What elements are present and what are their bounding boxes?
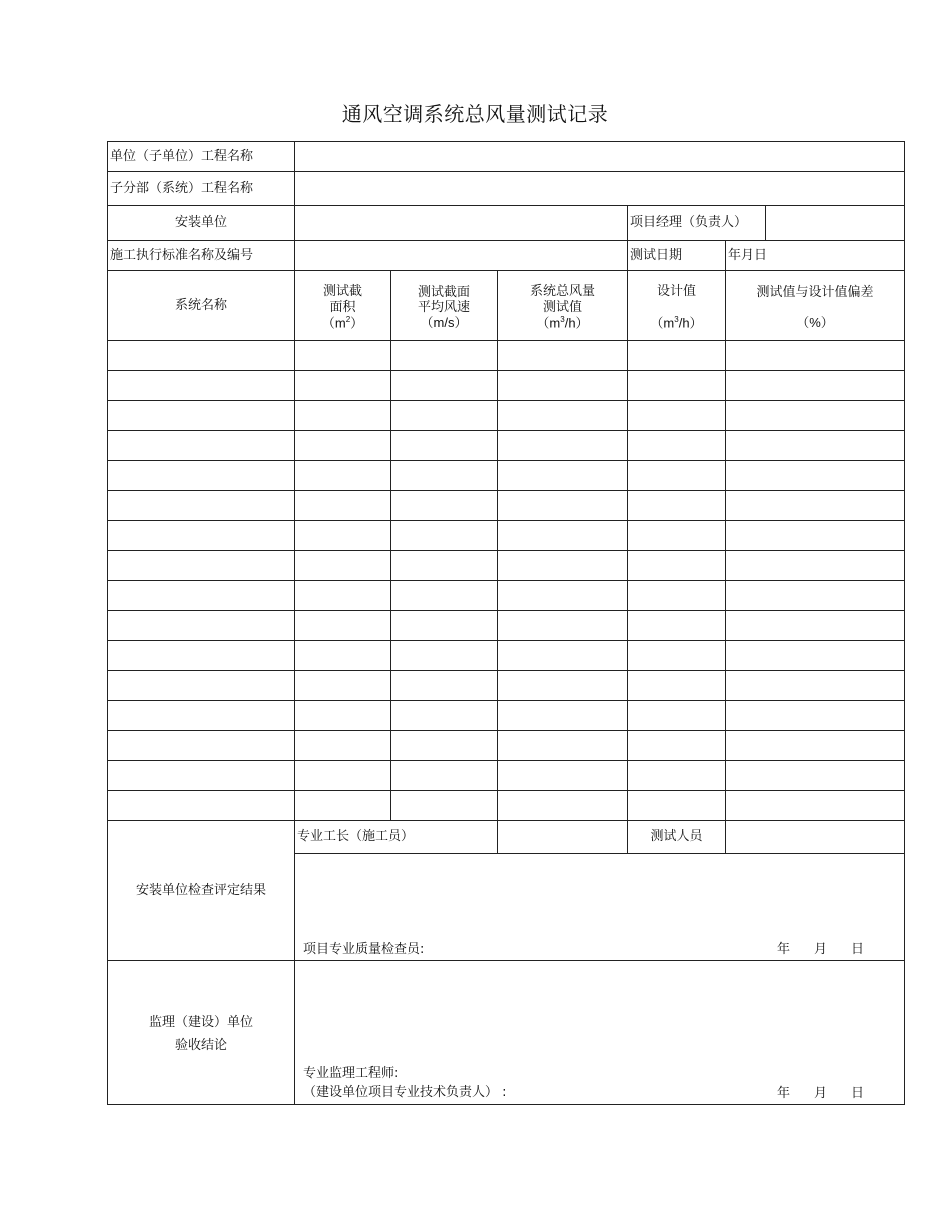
table-cell[interactable] [726, 791, 905, 821]
project-name-label: 单位（子单位）工程名称 [108, 142, 295, 172]
sub-project-field[interactable] [295, 172, 905, 206]
col-area-line2: 面积 [329, 299, 356, 315]
table-cell[interactable] [108, 341, 295, 371]
table-cell[interactable] [628, 551, 726, 581]
table-cell[interactable] [391, 611, 498, 641]
table-cell[interactable] [726, 551, 905, 581]
table-cell[interactable] [295, 401, 391, 431]
table-cell[interactable] [498, 551, 628, 581]
table-cell[interactable] [108, 611, 295, 641]
table-cell[interactable] [391, 341, 498, 371]
col-total-unit: $(m^3/h)$ [536, 314, 589, 330]
table-cell[interactable] [628, 371, 726, 401]
col-deviation [726, 271, 905, 341]
table-cell[interactable] [295, 761, 391, 791]
table-cell[interactable] [628, 791, 726, 821]
table-cell[interactable] [498, 611, 628, 641]
install-unit-row [108, 206, 905, 241]
test-date-value[interactable]: 年月日 [726, 241, 905, 271]
table-cell[interactable] [391, 521, 498, 551]
test-record-form [107, 141, 905, 1105]
table-cell[interactable] [391, 791, 498, 821]
install-unit-field[interactable] [295, 206, 628, 241]
supervision-area[interactable] [295, 961, 905, 1105]
table-cell[interactable] [295, 671, 391, 701]
table-cell[interactable] [108, 641, 295, 671]
table-cell[interactable] [628, 701, 726, 731]
project-manager-field[interactable] [766, 206, 905, 241]
col-total-line1: 系统总风量 [529, 283, 595, 299]
table-cell[interactable] [726, 671, 905, 701]
table-cell[interactable] [498, 521, 628, 551]
table-row [108, 431, 905, 461]
col-design-line1: 设计值 [656, 283, 696, 299]
table-cell[interactable] [498, 401, 628, 431]
table-cell[interactable] [498, 461, 628, 491]
standard-label: 施工执行标准名称及编号 [108, 241, 295, 271]
foreman-field[interactable] [498, 821, 628, 854]
table-cell[interactable] [295, 791, 391, 821]
table-cell[interactable] [726, 761, 905, 791]
table-cell[interactable] [295, 371, 391, 401]
col-design-value [628, 271, 726, 341]
table-cell[interactable] [391, 581, 498, 611]
col-design-unit: $(m^3/h)$ [650, 314, 703, 330]
supervision-line2: 验收结论 [174, 1036, 227, 1052]
table-cell[interactable] [295, 341, 391, 371]
table-cell[interactable] [628, 641, 726, 671]
col-area-line1: 测试截 [322, 283, 362, 299]
table-cell[interactable] [391, 551, 498, 581]
table-row [108, 701, 905, 731]
page-title: 通风空调系统总风量测试记录 [341, 102, 609, 126]
test-date-label: 测试日期 [628, 241, 726, 271]
table-cell[interactable] [108, 761, 295, 791]
table-cell[interactable] [108, 461, 295, 491]
table-row [108, 461, 905, 491]
table-row [108, 671, 905, 701]
table-cell[interactable] [108, 731, 295, 761]
table-cell[interactable] [498, 491, 628, 521]
table-cell[interactable] [295, 491, 391, 521]
table-cell[interactable] [628, 461, 726, 491]
table-cell[interactable] [498, 641, 628, 671]
table-cell[interactable] [628, 491, 726, 521]
table-cell[interactable] [726, 461, 905, 491]
table-cell[interactable] [726, 341, 905, 371]
table-cell[interactable] [108, 701, 295, 731]
table-cell[interactable] [295, 641, 391, 671]
table-cell[interactable] [628, 581, 726, 611]
table-cell[interactable] [726, 611, 905, 641]
table-cell[interactable] [391, 701, 498, 731]
table-cell[interactable] [295, 611, 391, 641]
table-row [108, 551, 905, 581]
table-cell[interactable] [108, 521, 295, 551]
col-area-unit: $(m^2)$ [321, 314, 364, 330]
table-cell[interactable] [295, 461, 391, 491]
install-unit-label: 安装单位 [108, 206, 295, 241]
table-cell[interactable] [391, 461, 498, 491]
table-row [108, 491, 905, 521]
table-row [108, 581, 905, 611]
col-deviation-unit: （%） [796, 314, 834, 330]
check-result-area[interactable] [295, 854, 905, 961]
table-cell[interactable] [726, 431, 905, 461]
standard-field[interactable] [295, 241, 628, 271]
table-cell[interactable] [108, 371, 295, 401]
col-area [295, 271, 391, 341]
col-velocity-line2: 平均风速 [417, 299, 470, 315]
table-row [108, 791, 905, 821]
table-cell[interactable] [498, 431, 628, 461]
table-cell[interactable] [498, 341, 628, 371]
signoff-row [108, 821, 905, 854]
table-cell[interactable] [498, 731, 628, 761]
table-cell[interactable] [628, 401, 726, 431]
table-cell[interactable] [726, 731, 905, 761]
project-name-row [108, 142, 905, 172]
inspector-label: 项目专业质量检查员: [303, 942, 425, 958]
table-row [108, 371, 905, 401]
table-cell[interactable] [391, 671, 498, 701]
table-cell[interactable] [628, 341, 726, 371]
table-cell[interactable] [391, 431, 498, 461]
supervision-line1: 监理（建设）单位 [148, 1013, 253, 1029]
table-cell[interactable] [628, 431, 726, 461]
tester-label: 测试人员 [628, 821, 726, 854]
table-cell[interactable] [295, 701, 391, 731]
table-cell[interactable] [108, 551, 295, 581]
table-cell[interactable] [295, 731, 391, 761]
table-cell[interactable] [726, 701, 905, 731]
table-cell[interactable] [498, 371, 628, 401]
table-cell[interactable] [726, 641, 905, 671]
col-velocity-line1: 测试截面 [417, 283, 470, 299]
table-row [108, 611, 905, 641]
col-system-name: 系统名称 [108, 271, 295, 341]
table-cell[interactable] [391, 641, 498, 671]
table-cell[interactable] [391, 731, 498, 761]
table-cell[interactable] [391, 371, 498, 401]
table-cell[interactable] [498, 761, 628, 791]
table-cell[interactable] [498, 671, 628, 701]
table-cell[interactable] [391, 401, 498, 431]
col-total-line2: 测试值 [542, 299, 582, 315]
sub-project-label: 子分部（系统）工程名称 [108, 172, 295, 206]
column-header-row [108, 271, 905, 341]
table-cell[interactable] [628, 731, 726, 761]
table-cell[interactable] [498, 791, 628, 821]
supervision-date: 年 月 日 [776, 1086, 865, 1102]
table-cell[interactable] [628, 671, 726, 701]
table-row [108, 731, 905, 761]
project-manager-label: 项目经理（负责人） [628, 206, 766, 241]
table-row [108, 341, 905, 371]
table-cell[interactable] [108, 431, 295, 461]
col-total-airflow [498, 271, 628, 341]
table-cell[interactable] [628, 521, 726, 551]
col-velocity [391, 271, 498, 341]
table-cell[interactable] [108, 671, 295, 701]
table-cell[interactable] [295, 551, 391, 581]
table-cell[interactable] [295, 431, 391, 461]
col-deviation-line1: 测试值与设计值偏差 [756, 283, 874, 299]
table-cell[interactable] [726, 371, 905, 401]
table-cell[interactable] [391, 761, 498, 791]
table-cell[interactable] [295, 581, 391, 611]
table-row [108, 521, 905, 551]
standard-row [108, 241, 905, 271]
table-cell[interactable] [726, 521, 905, 551]
table-cell[interactable] [108, 401, 295, 431]
tester-field[interactable] [726, 821, 905, 854]
table-cell[interactable] [726, 401, 905, 431]
table-cell[interactable] [628, 611, 726, 641]
table-cell[interactable] [391, 491, 498, 521]
project-name-field[interactable] [295, 142, 905, 172]
table-row [108, 641, 905, 671]
table-cell[interactable] [628, 761, 726, 791]
engineer-label: 专业监理工程师: （建设单位项目专业技术负责人） : [303, 1066, 507, 1100]
foreman-label: 专业工长（施工员） [295, 821, 498, 854]
supervision-row [108, 961, 905, 1105]
table-cell[interactable] [108, 491, 295, 521]
table-row [108, 401, 905, 431]
table-cell[interactable] [295, 521, 391, 551]
table-cell[interactable] [498, 701, 628, 731]
table-cell[interactable] [498, 581, 628, 611]
table-cell[interactable] [108, 581, 295, 611]
inspector-date: 年 月 日 [776, 942, 865, 958]
table-cell[interactable] [108, 791, 295, 821]
table-cell[interactable] [726, 581, 905, 611]
sub-project-row [108, 172, 905, 206]
table-cell[interactable] [726, 491, 905, 521]
supervision-label [108, 961, 295, 1105]
table-row [108, 761, 905, 791]
check-result-label: 安装单位检查评定结果 [108, 821, 295, 961]
col-velocity-unit: （m/s） [420, 314, 468, 330]
